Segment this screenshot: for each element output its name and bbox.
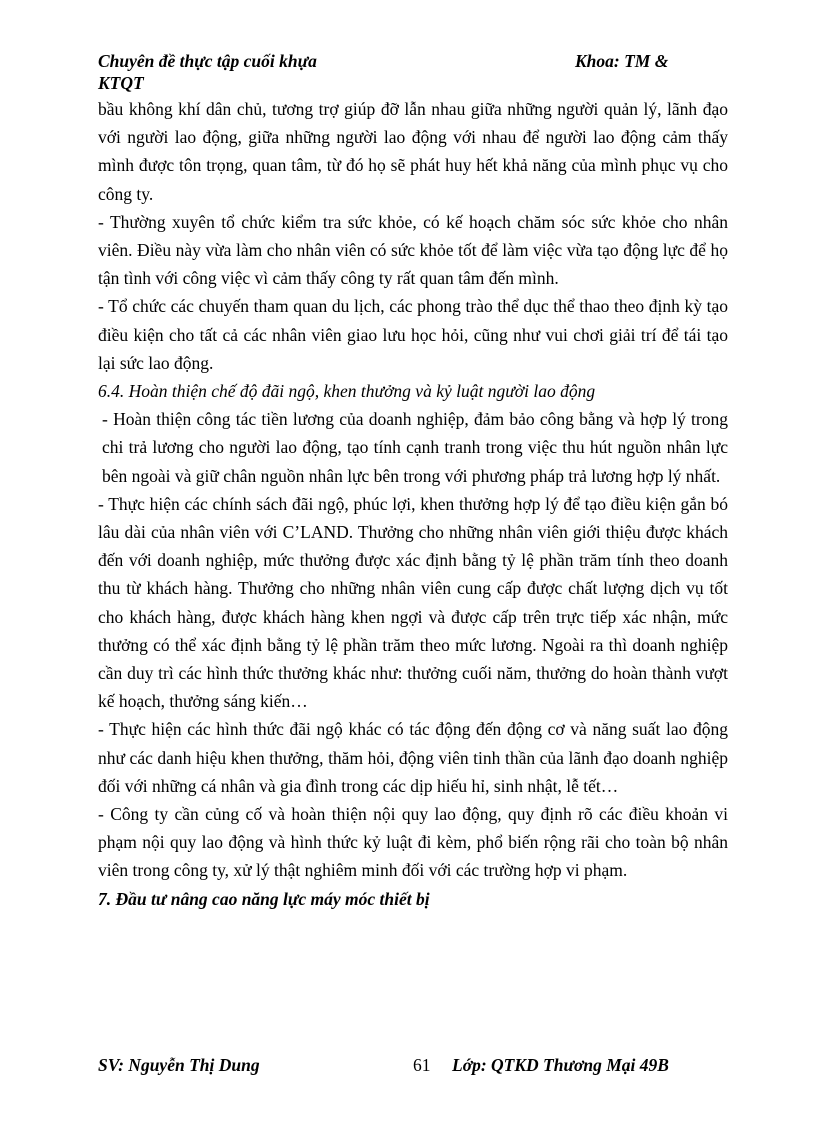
paragraph: - Thường xuyên tổ chức kiểm tra sức khỏe, có kế hoạch chăm sóc sức khỏe cho nhân viên. Điều này vừa làm cho nhân viên có sức khỏe tốt để làm việc vừa tạo động lực để họ tận tình với công việc vì cảm thấy công ty rất quan tâm đến mình. — [98, 211, 728, 289]
header-title: Chuyên đề thực tập cuối khựa — [98, 51, 317, 71]
footer-student: SV: Nguyễn Thị Dung — [98, 1055, 260, 1075]
paragraph: - Công ty cần củng cố và hoàn thiện nội quy lao động, quy định rõ các điều khoản vi phạm nội quy lao động và hình thức kỷ luật đi kèm, phổ biến rộng rãi cho toàn bộ nhân viên trong công ty, xử lý thật nghiêm minh đối với các trường hợp vi phạm. — [98, 804, 728, 881]
paragraph: - Tổ chức các chuyến tham quan du lịch, các phong trào thể dục thể thao theo định kỳ tạo điều kiện cho tất cả các nhân viên giao lưu học hỏi, cũng như vui chơi giải trí để tái tạo lại sức lao động. — [98, 296, 728, 373]
page-number: 61 — [413, 1055, 431, 1075]
paragraph: bầu không khí dân chủ, tương trợ giúp đỡ lẫn nhau giữa những người quản lý, lãnh đạo với người lao động, giữa những người lao động với nhau để người lao động cảm thấy mình được tôn trọng, quan tâm, từ đó họ sẽ phát huy hết khả năng của mình phục vụ cho công ty. — [98, 99, 728, 204]
page-body — [98, 95, 728, 913]
paragraph: - Hoàn thiện công tác tiền lương của doanh nghiệp, đảm bảo công bằng và hợp lý trong chi trả lương cho người lao động, tạo tính cạnh tranh trong việc thu hút nguồn nhân lực bên ngoài và giữ chân nguồn nhân lực bên trong với phương pháp trả lương hợp lý nhất. — [102, 409, 728, 486]
footer-class: Lớp: QTKD Thương Mại 49B — [452, 1055, 669, 1075]
header-faculty: Khoa: TM & — [575, 51, 669, 71]
subsection-heading: 6.4. Hoàn thiện chế độ đãi ngộ, khen thưởng và kỷ luật người lao động — [98, 381, 596, 402]
page-footer — [98, 1054, 738, 1078]
section-heading: 7. Đầu tư nâng cao năng lực máy móc thiết bị — [98, 888, 430, 909]
header-faculty-continued: KTQT — [98, 73, 144, 93]
paragraph: - Thực hiện các hình thức đãi ngộ khác có tác động đến động cơ và năng suất lao động như các danh hiệu khen thưởng, thăm hỏi, động viên tinh thần của lãnh đạo doanh nghiệp đối với những cá nhân và gia đình trong các dịp hiếu hỉ, sinh nhật, lễ tết… — [98, 719, 728, 796]
paragraph: - Thực hiện các chính sách đãi ngộ, phúc lợi, khen thưởng hợp lý để tạo điều kiện gắn bó lâu dài của nhân viên với C’LAND. Thưởng cho những nhân viên giới thiệu được khách đến với doanh nghiệp, mức thưởng được xác định bằng tỷ lệ phần trăm tính theo doanh thu từ khách hàng. Thưởng cho những nhân viên cung cấp được chất lượng dịch vụ tốt cho khách hàng, được khách hàng khen ngợi và được cấp trên trực tiếp xác nhận, mức thưởng có thể xác định bằng tỷ lệ phần trăm theo mức lương. Ngoài ra thì doanh nghiệp cần duy trì các hình thức thưởng khác như: thưởng cuối năm, thưởng do hoàn thành vượt kế hoạch, thưởng sáng kiến… — [98, 493, 728, 712]
